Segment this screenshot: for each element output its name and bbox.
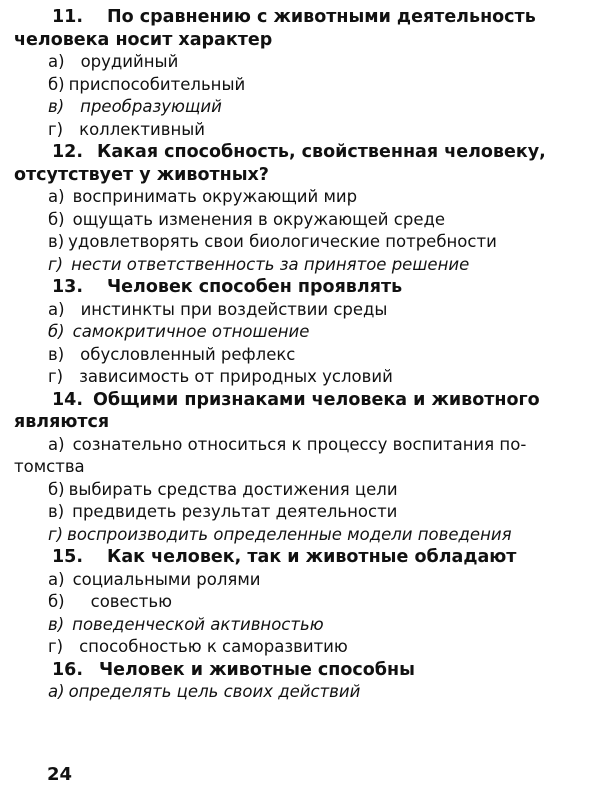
- option-letter: а): [48, 682, 65, 701]
- question-16-heading: [14, 659, 600, 682]
- question-text-continued: человека носит характер: [14, 29, 273, 50]
- option-letter: г): [48, 119, 64, 139]
- question-number: 12.: [52, 142, 84, 162]
- document-page: [14, 6, 600, 704]
- answer-option-b: [14, 479, 600, 502]
- answer-option-g: [14, 524, 600, 547]
- answer-option-v: [14, 96, 600, 119]
- answer-option-a: [14, 681, 600, 704]
- option-text: удовлетворять свои биологические потребности: [68, 232, 497, 251]
- option-letter: а): [48, 434, 65, 454]
- question-text: По сравнению с животными деятельность: [107, 7, 536, 27]
- option-text: зависимость от природных условий: [79, 367, 393, 386]
- question-14-heading: [14, 389, 600, 412]
- answer-option-b: [14, 591, 600, 614]
- page-number: 24: [47, 764, 73, 785]
- option-text: ощущать изменения в окружающей среде: [72, 209, 446, 229]
- answer-option-v: [14, 501, 600, 524]
- option-text: способностью к саморазвитию: [79, 637, 348, 656]
- question-15-heading: [14, 546, 600, 569]
- option-letter: в): [48, 97, 65, 116]
- option-letter: а): [48, 52, 65, 71]
- question-number: 16.: [52, 659, 84, 680]
- option-text: воспроизводить определенные модели поведения: [67, 524, 512, 544]
- option-text: преобразующий: [80, 97, 222, 116]
- option-text: предвидеть результат деятельности: [72, 502, 398, 521]
- question-number: 11.: [52, 7, 84, 27]
- option-letter: а): [48, 299, 65, 319]
- option-letter: в): [48, 344, 65, 364]
- question-13-heading: [14, 276, 600, 299]
- option-letter: г): [48, 524, 64, 544]
- option-letter: а): [48, 187, 65, 206]
- option-text: коллективный: [79, 119, 205, 139]
- answer-option-v: [14, 614, 600, 637]
- option-letter: б): [48, 479, 65, 499]
- question-15: [14, 546, 600, 659]
- answer-option-g: [14, 254, 600, 277]
- question-text: Человек и животные способны: [99, 659, 415, 680]
- option-letter: б): [48, 592, 65, 611]
- option-letter: г): [48, 637, 64, 656]
- answer-option-g: [14, 119, 600, 142]
- option-letter: б): [48, 322, 65, 341]
- answer-option-b: [14, 74, 600, 97]
- question-11-heading: [14, 6, 600, 29]
- answer-option-a: [14, 434, 600, 457]
- option-text: сознательно относиться к процессу воспитания по-: [72, 434, 527, 454]
- question-13: [14, 276, 600, 389]
- answer-option-a-continued: томства: [14, 457, 85, 476]
- option-text: совестью: [90, 592, 172, 611]
- answer-option-b: [14, 209, 600, 232]
- question-text: Какая способность, свойственная человеку,: [97, 142, 546, 162]
- question-16: [14, 659, 600, 704]
- question-text: Человек способен проявлять: [107, 277, 403, 297]
- question-12-heading: [14, 141, 600, 164]
- answer-option-g: [14, 366, 600, 389]
- question-14: [14, 389, 600, 547]
- question-text: Общими признаками человека и животного: [93, 389, 540, 410]
- option-text: орудийный: [80, 52, 179, 71]
- question-11: [14, 6, 600, 141]
- question-12: [14, 141, 600, 276]
- answer-option-a: [14, 569, 600, 592]
- answer-option-a: [14, 51, 600, 74]
- option-text: приспособительный: [68, 74, 246, 94]
- answer-option-g: [14, 636, 600, 659]
- option-text: выбирать средства достижения цели: [68, 479, 398, 499]
- option-text: воспринимать окружающий мир: [72, 187, 358, 206]
- question-number: 13.: [52, 277, 84, 297]
- option-text: социальными ролями: [72, 569, 261, 589]
- question-number: 14.: [52, 389, 84, 410]
- option-letter: в): [48, 502, 65, 521]
- option-letter: в): [48, 232, 65, 251]
- option-letter: б): [48, 209, 65, 229]
- question-text-continued: являются: [14, 412, 110, 432]
- answer-option-v: [14, 344, 600, 367]
- option-text: нести ответственность за принятое решение: [71, 254, 470, 274]
- option-text: самокритичное отношение: [72, 322, 310, 341]
- option-letter: б): [48, 74, 65, 94]
- answer-option-b: [14, 321, 600, 344]
- option-text: инстинкты при воздействии среды: [80, 299, 388, 319]
- option-text: определять цель своих действий: [68, 682, 361, 701]
- option-text: обусловленный рефлекс: [80, 344, 296, 364]
- question-text: Как человек, так и животные обладают: [107, 547, 517, 567]
- option-letter: а): [48, 569, 65, 589]
- question-text-continued: отсутствует у животных?: [14, 164, 269, 185]
- answer-option-a: [14, 186, 600, 209]
- answer-option-v: [14, 231, 600, 254]
- option-text: поведенческой активностью: [72, 614, 324, 634]
- question-number: 15.: [52, 547, 84, 567]
- option-letter: г): [48, 367, 64, 386]
- option-letter: г): [48, 254, 64, 274]
- answer-option-a: [14, 299, 600, 322]
- option-letter: в): [48, 614, 65, 634]
